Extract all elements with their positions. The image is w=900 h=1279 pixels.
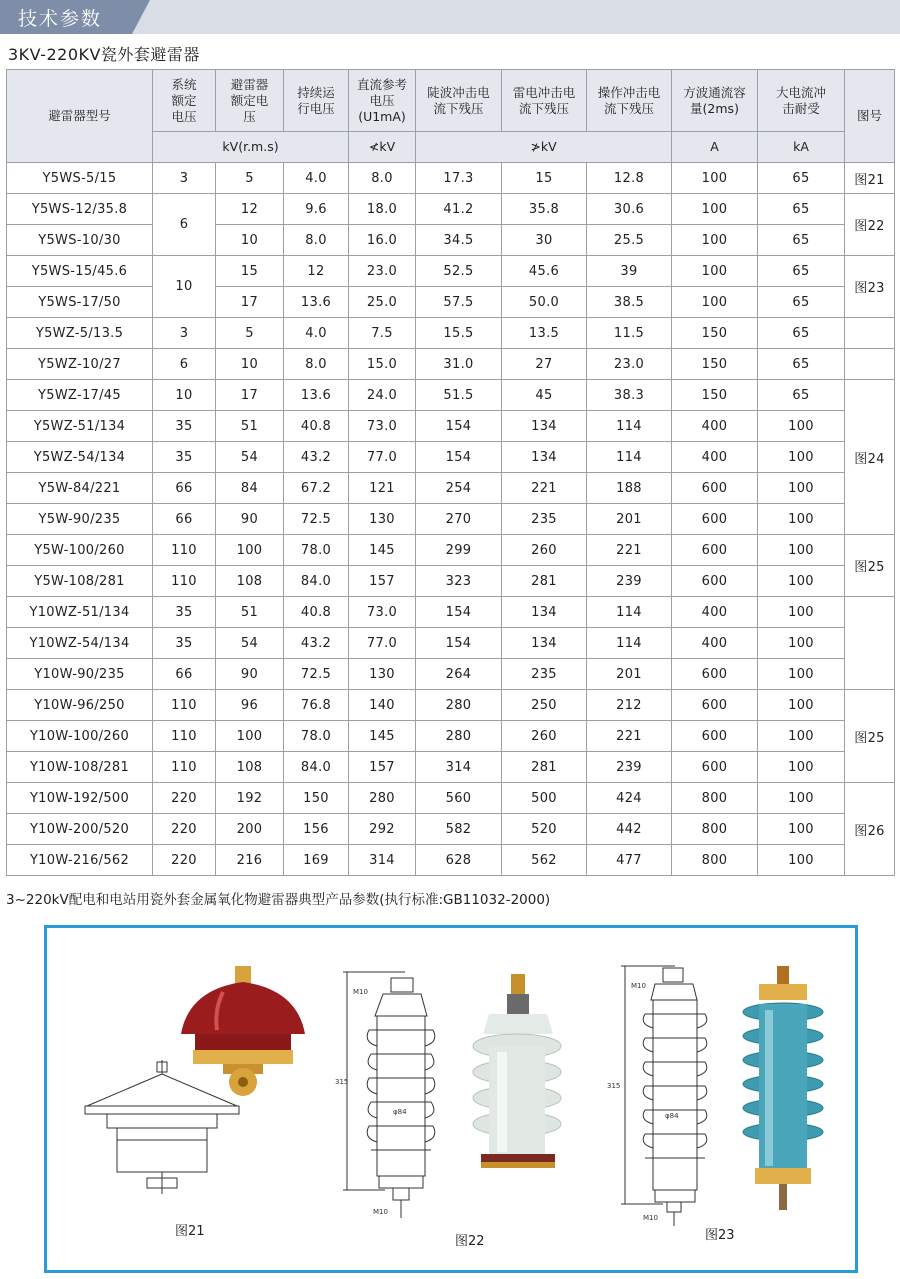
- table-cell: 15.5: [416, 318, 502, 349]
- table-cell: 100: [758, 783, 845, 814]
- table-cell: 108: [216, 752, 284, 783]
- table-cell: 18.0: [349, 194, 416, 225]
- fig23-dia: φ84: [665, 1112, 679, 1120]
- cell-model: Y10W-200/520: [7, 814, 153, 845]
- table-cell: 154: [416, 628, 502, 659]
- table-cell: 281: [502, 566, 587, 597]
- table-cell: 100: [758, 504, 845, 535]
- table-cell: 145: [349, 535, 416, 566]
- table-cell: 323: [416, 566, 502, 597]
- table-cell: 41.2: [416, 194, 502, 225]
- table-cell: 65: [758, 287, 845, 318]
- table-row: [7, 814, 895, 845]
- table-cell: 157: [349, 752, 416, 783]
- table-cell: 8.0: [349, 163, 416, 194]
- table-cell: 39: [587, 256, 672, 287]
- section-title: 技术参数: [18, 8, 103, 30]
- table-cell: 7.5: [349, 318, 416, 349]
- cell-figure: 图23: [845, 256, 895, 318]
- table-cell: 66: [153, 659, 216, 690]
- table-cell: 100: [758, 473, 845, 504]
- table-cell: 17: [216, 287, 284, 318]
- table-cell: 65: [758, 163, 845, 194]
- table-cell: 38.5: [587, 287, 672, 318]
- table-cell: 25.0: [349, 287, 416, 318]
- table-cell: 67.2: [284, 473, 349, 504]
- table-cell: 560: [416, 783, 502, 814]
- table-cell: 254: [416, 473, 502, 504]
- table-cell: 65: [758, 380, 845, 411]
- table-row: [7, 752, 895, 783]
- table-cell: 12: [284, 256, 349, 287]
- fig23-photo: [737, 964, 827, 1214]
- table-cell: 77.0: [349, 628, 416, 659]
- table-cell: 100: [672, 287, 758, 318]
- table-cell: 100: [672, 225, 758, 256]
- col-header-high-current: 大电流冲击耐受: [758, 70, 845, 132]
- table-cell: 628: [416, 845, 502, 876]
- cell-model: Y10W-216/562: [7, 845, 153, 876]
- table-cell: 400: [672, 597, 758, 628]
- table-row: [7, 163, 895, 194]
- fig22-caption: 图22: [455, 1234, 485, 1249]
- table-cell: 30: [502, 225, 587, 256]
- table-row: [7, 473, 895, 504]
- table-cell: 100: [758, 442, 845, 473]
- table-cell: 12: [216, 194, 284, 225]
- unit-dc: ≮kV: [349, 132, 416, 163]
- spec-table-body: [7, 163, 895, 876]
- fig23-m10-top: M10: [631, 982, 646, 990]
- table-cell: 299: [416, 535, 502, 566]
- table-cell: 582: [416, 814, 502, 845]
- table-cell: 201: [587, 659, 672, 690]
- cell-model: Y5W-90/235: [7, 504, 153, 535]
- fig22-dia: φ84: [393, 1108, 407, 1116]
- table-cell: 8.0: [284, 349, 349, 380]
- cell-figure: [845, 349, 895, 380]
- table-cell: 100: [758, 411, 845, 442]
- table-cell: 100: [672, 256, 758, 287]
- table-cell: 140: [349, 690, 416, 721]
- fig23-drawing: [603, 958, 715, 1228]
- table-cell: 150: [672, 380, 758, 411]
- cell-model: Y5WS-15/45.6: [7, 256, 153, 287]
- table-row: [7, 194, 895, 225]
- cell-model: Y5WZ-51/134: [7, 411, 153, 442]
- fig22-photo: [467, 972, 567, 1177]
- table-cell: 16.0: [349, 225, 416, 256]
- table-cell: 65: [758, 318, 845, 349]
- table-cell: 220: [153, 814, 216, 845]
- table-cell: 130: [349, 659, 416, 690]
- table-cell: 10: [216, 349, 284, 380]
- table-cell: 130: [349, 504, 416, 535]
- table-cell: 51.5: [416, 380, 502, 411]
- table-cell: 78.0: [284, 535, 349, 566]
- table-cell: 188: [587, 473, 672, 504]
- table-cell: 4.0: [284, 163, 349, 194]
- col-header-model: 避雷器型号: [7, 70, 153, 163]
- table-cell: 35: [153, 442, 216, 473]
- table-cell: 169: [284, 845, 349, 876]
- cell-model: Y5WZ-10/27: [7, 349, 153, 380]
- table-cell: 800: [672, 845, 758, 876]
- table-cell: 72.5: [284, 504, 349, 535]
- table-cell: 600: [672, 566, 758, 597]
- table-cell: 500: [502, 783, 587, 814]
- table-cell: 150: [672, 318, 758, 349]
- table-cell: 235: [502, 504, 587, 535]
- table-cell: 43.2: [284, 442, 349, 473]
- table-cell: 6: [153, 349, 216, 380]
- table-cell: 76.8: [284, 690, 349, 721]
- table-row: [7, 442, 895, 473]
- table-cell: 114: [587, 411, 672, 442]
- table-cell: 13.5: [502, 318, 587, 349]
- table-cell: 17.3: [416, 163, 502, 194]
- table-cell: 40.8: [284, 597, 349, 628]
- table-cell: 3: [153, 163, 216, 194]
- table-cell: 23.0: [349, 256, 416, 287]
- table-cell: 17: [216, 380, 284, 411]
- table-cell: 11.5: [587, 318, 672, 349]
- table-row: [7, 318, 895, 349]
- table-row: [7, 349, 895, 380]
- table-cell: 201: [587, 504, 672, 535]
- col-header-system-voltage: 系统额定电压: [153, 70, 216, 132]
- table-cell: 280: [416, 690, 502, 721]
- table-cell: 200: [216, 814, 284, 845]
- table-cell: 150: [284, 783, 349, 814]
- fig23-m10-bottom: M10: [643, 1214, 658, 1222]
- table-cell: 154: [416, 411, 502, 442]
- col-header-rated-voltage: 避雷器额定电压: [216, 70, 284, 132]
- cell-model: Y5W-108/281: [7, 566, 153, 597]
- table-cell: 25.5: [587, 225, 672, 256]
- table-cell: 520: [502, 814, 587, 845]
- table-cell: 65: [758, 225, 845, 256]
- table-cell: 600: [672, 473, 758, 504]
- table-cell: 84.0: [284, 566, 349, 597]
- col-header-figure: 图号: [845, 70, 895, 163]
- cell-model: Y5WS-12/35.8: [7, 194, 153, 225]
- table-cell: 100: [758, 566, 845, 597]
- table-cell: 35.8: [502, 194, 587, 225]
- table-title: 3KV-220KV瓷外套避雷器: [8, 45, 200, 64]
- table-cell: 114: [587, 628, 672, 659]
- figures-panel: [44, 925, 858, 1273]
- table-cell: 27: [502, 349, 587, 380]
- table-cell: 100: [758, 659, 845, 690]
- table-cell: 600: [672, 659, 758, 690]
- table-cell: 65: [758, 349, 845, 380]
- table-cell: 110: [153, 752, 216, 783]
- table-cell: 65: [758, 194, 845, 225]
- table-cell: 3: [153, 318, 216, 349]
- table-cell: 121: [349, 473, 416, 504]
- table-cell: 108: [216, 566, 284, 597]
- table-row: [7, 225, 895, 256]
- table-cell: 9.6: [284, 194, 349, 225]
- table-cell: 400: [672, 628, 758, 659]
- table-cell: 100: [758, 814, 845, 845]
- cell-figure: 图26: [845, 783, 895, 876]
- table-cell: 281: [502, 752, 587, 783]
- table-cell: 600: [672, 504, 758, 535]
- table-cell: 24.0: [349, 380, 416, 411]
- table-cell: 134: [502, 411, 587, 442]
- table-cell: 800: [672, 814, 758, 845]
- table-cell: 10: [153, 380, 216, 411]
- table-cell: 100: [758, 690, 845, 721]
- table-cell: 270: [416, 504, 502, 535]
- table-cell: 65: [758, 256, 845, 287]
- table-cell: 600: [672, 752, 758, 783]
- table-cell: 5: [216, 318, 284, 349]
- table-row: [7, 411, 895, 442]
- table-cell: 114: [587, 442, 672, 473]
- table-cell: 35: [153, 411, 216, 442]
- cell-model: Y10W-108/281: [7, 752, 153, 783]
- table-cell: 4.0: [284, 318, 349, 349]
- table-cell: 10: [153, 256, 216, 318]
- cell-model: Y5WZ-5/13.5: [7, 318, 153, 349]
- table-cell: 57.5: [416, 287, 502, 318]
- table-cell: 100: [758, 845, 845, 876]
- table-cell: 250: [502, 690, 587, 721]
- table-cell: 38.3: [587, 380, 672, 411]
- table-cell: 96: [216, 690, 284, 721]
- table-row: [7, 287, 895, 318]
- table-cell: 8.0: [284, 225, 349, 256]
- table-cell: 442: [587, 814, 672, 845]
- cell-model: Y10W-192/500: [7, 783, 153, 814]
- fig21-photo: [173, 964, 313, 1104]
- table-cell: 66: [153, 504, 216, 535]
- table-cell: 84: [216, 473, 284, 504]
- table-cell: 50.0: [502, 287, 587, 318]
- cell-figure: 图24: [845, 380, 895, 535]
- table-cell: 400: [672, 442, 758, 473]
- table-cell: 235: [502, 659, 587, 690]
- cell-model: Y10W-100/260: [7, 721, 153, 752]
- table-cell: 35: [153, 628, 216, 659]
- table-cell: 40.8: [284, 411, 349, 442]
- table-cell: 110: [153, 721, 216, 752]
- col-header-dc-reference: 直流参考电压(U1mA): [349, 70, 416, 132]
- table-row: [7, 504, 895, 535]
- table-cell: 23.0: [587, 349, 672, 380]
- table-cell: 239: [587, 752, 672, 783]
- unit-kv-rms: kV(r.m.s): [153, 132, 349, 163]
- fig22-drawing: [335, 964, 447, 1222]
- table-cell: 145: [349, 721, 416, 752]
- table-cell: 134: [502, 628, 587, 659]
- fig21-caption: 图21: [175, 1224, 205, 1239]
- fig22-m10-top: M10: [353, 988, 368, 996]
- unit-ka: kA: [758, 132, 845, 163]
- table-cell: 221: [587, 535, 672, 566]
- table-cell: 31.0: [416, 349, 502, 380]
- table-cell: 100: [216, 721, 284, 752]
- col-header-square-wave: 方波通流容量(2ms): [672, 70, 758, 132]
- table-row: [7, 783, 895, 814]
- table-cell: 84.0: [284, 752, 349, 783]
- table-cell: 600: [672, 535, 758, 566]
- table-cell: 78.0: [284, 721, 349, 752]
- table-cell: 424: [587, 783, 672, 814]
- table-cell: 292: [349, 814, 416, 845]
- table-cell: 239: [587, 566, 672, 597]
- table-row: [7, 380, 895, 411]
- table-cell: 13.6: [284, 287, 349, 318]
- table-cell: 800: [672, 783, 758, 814]
- table-cell: 221: [502, 473, 587, 504]
- table-cell: 45.6: [502, 256, 587, 287]
- table-cell: 260: [502, 721, 587, 752]
- table-cell: 134: [502, 442, 587, 473]
- table-cell: 100: [758, 628, 845, 659]
- table-cell: 212: [587, 690, 672, 721]
- table-cell: 12.8: [587, 163, 672, 194]
- table-cell: 6: [153, 194, 216, 256]
- table-cell: 562: [502, 845, 587, 876]
- cell-figure: 图25: [845, 690, 895, 783]
- cell-model: Y5WS-17/50: [7, 287, 153, 318]
- table-cell: 15: [502, 163, 587, 194]
- table-cell: 100: [758, 597, 845, 628]
- table-cell: 30.6: [587, 194, 672, 225]
- cell-model: Y10WZ-51/134: [7, 597, 153, 628]
- table-cell: 90: [216, 504, 284, 535]
- table-cell: 72.5: [284, 659, 349, 690]
- table-cell: 34.5: [416, 225, 502, 256]
- cell-model: Y5WS-5/15: [7, 163, 153, 194]
- fig23-caption: 图23: [705, 1228, 735, 1243]
- table-cell: 73.0: [349, 597, 416, 628]
- table-row: [7, 659, 895, 690]
- table-row: [7, 566, 895, 597]
- table-cell: 156: [284, 814, 349, 845]
- table-cell: 221: [587, 721, 672, 752]
- fig22-height-dim: 315: [335, 1078, 349, 1086]
- table-cell: 51: [216, 597, 284, 628]
- table-cell: 100: [672, 194, 758, 225]
- table-cell: 264: [416, 659, 502, 690]
- col-header-switching: 操作冲击电流下残压: [587, 70, 672, 132]
- cell-figure: [845, 597, 895, 690]
- table-cell: 157: [349, 566, 416, 597]
- table-row: [7, 628, 895, 659]
- table-row: [7, 535, 895, 566]
- table-cell: 35: [153, 597, 216, 628]
- cell-model: Y5WZ-54/134: [7, 442, 153, 473]
- table-cell: 110: [153, 566, 216, 597]
- table-cell: 600: [672, 690, 758, 721]
- table-caption: 3~220kV配电和电站用瓷外套金属氧化物避雷器典型产品参数(执行标准:GB11032-2000): [6, 892, 551, 908]
- table-cell: 220: [153, 845, 216, 876]
- table-cell: 400: [672, 411, 758, 442]
- table-cell: 154: [416, 442, 502, 473]
- table-row: [7, 721, 895, 752]
- table-cell: 220: [153, 783, 216, 814]
- table-cell: 15.0: [349, 349, 416, 380]
- cell-model: Y5W-100/260: [7, 535, 153, 566]
- table-cell: 52.5: [416, 256, 502, 287]
- cell-model: Y10WZ-54/134: [7, 628, 153, 659]
- table-cell: 73.0: [349, 411, 416, 442]
- table-cell: 314: [349, 845, 416, 876]
- table-cell: 100: [758, 535, 845, 566]
- cell-figure: 图22: [845, 194, 895, 256]
- cell-model: Y5W-84/221: [7, 473, 153, 504]
- cell-model: Y10W-96/250: [7, 690, 153, 721]
- col-header-continuous-voltage: 持续运行电压: [284, 70, 349, 132]
- table-cell: 314: [416, 752, 502, 783]
- fig23-height-dim: 315: [607, 1082, 621, 1090]
- fig22-m10-bottom: M10: [373, 1208, 388, 1216]
- table-cell: 110: [153, 690, 216, 721]
- table-cell: 150: [672, 349, 758, 380]
- table-cell: 260: [502, 535, 587, 566]
- cell-model: Y10W-90/235: [7, 659, 153, 690]
- cell-figure: [845, 318, 895, 349]
- col-header-lightning: 雷电冲击电流下残压: [502, 70, 587, 132]
- table-cell: 43.2: [284, 628, 349, 659]
- table-cell: 54: [216, 442, 284, 473]
- cell-model: Y5WZ-17/45: [7, 380, 153, 411]
- table-row: [7, 597, 895, 628]
- table-cell: 114: [587, 597, 672, 628]
- table-cell: 134: [502, 597, 587, 628]
- table-cell: 15: [216, 256, 284, 287]
- cell-figure: 图25: [845, 535, 895, 597]
- unit-amp: A: [672, 132, 758, 163]
- table-cell: 192: [216, 783, 284, 814]
- table-cell: 216: [216, 845, 284, 876]
- table-cell: 477: [587, 845, 672, 876]
- table-cell: 100: [216, 535, 284, 566]
- table-cell: 13.6: [284, 380, 349, 411]
- table-cell: 54: [216, 628, 284, 659]
- cell-figure: 图21: [845, 163, 895, 194]
- table-row: [7, 256, 895, 287]
- table-row: [7, 845, 895, 876]
- unit-residual: ≯kV: [416, 132, 672, 163]
- table-cell: 280: [416, 721, 502, 752]
- table-cell: 5: [216, 163, 284, 194]
- table-cell: 77.0: [349, 442, 416, 473]
- table-cell: 100: [758, 752, 845, 783]
- table-cell: 10: [216, 225, 284, 256]
- cell-model: Y5WS-10/30: [7, 225, 153, 256]
- table-cell: 100: [672, 163, 758, 194]
- spec-table: [6, 69, 895, 876]
- table-cell: 154: [416, 597, 502, 628]
- col-header-steep-wave: 陡波冲击电流下残压: [416, 70, 502, 132]
- table-cell: 600: [672, 721, 758, 752]
- table-cell: 280: [349, 783, 416, 814]
- table-cell: 45: [502, 380, 587, 411]
- table-cell: 110: [153, 535, 216, 566]
- table-cell: 66: [153, 473, 216, 504]
- table-row: [7, 690, 895, 721]
- table-cell: 90: [216, 659, 284, 690]
- table-cell: 100: [758, 721, 845, 752]
- table-cell: 51: [216, 411, 284, 442]
